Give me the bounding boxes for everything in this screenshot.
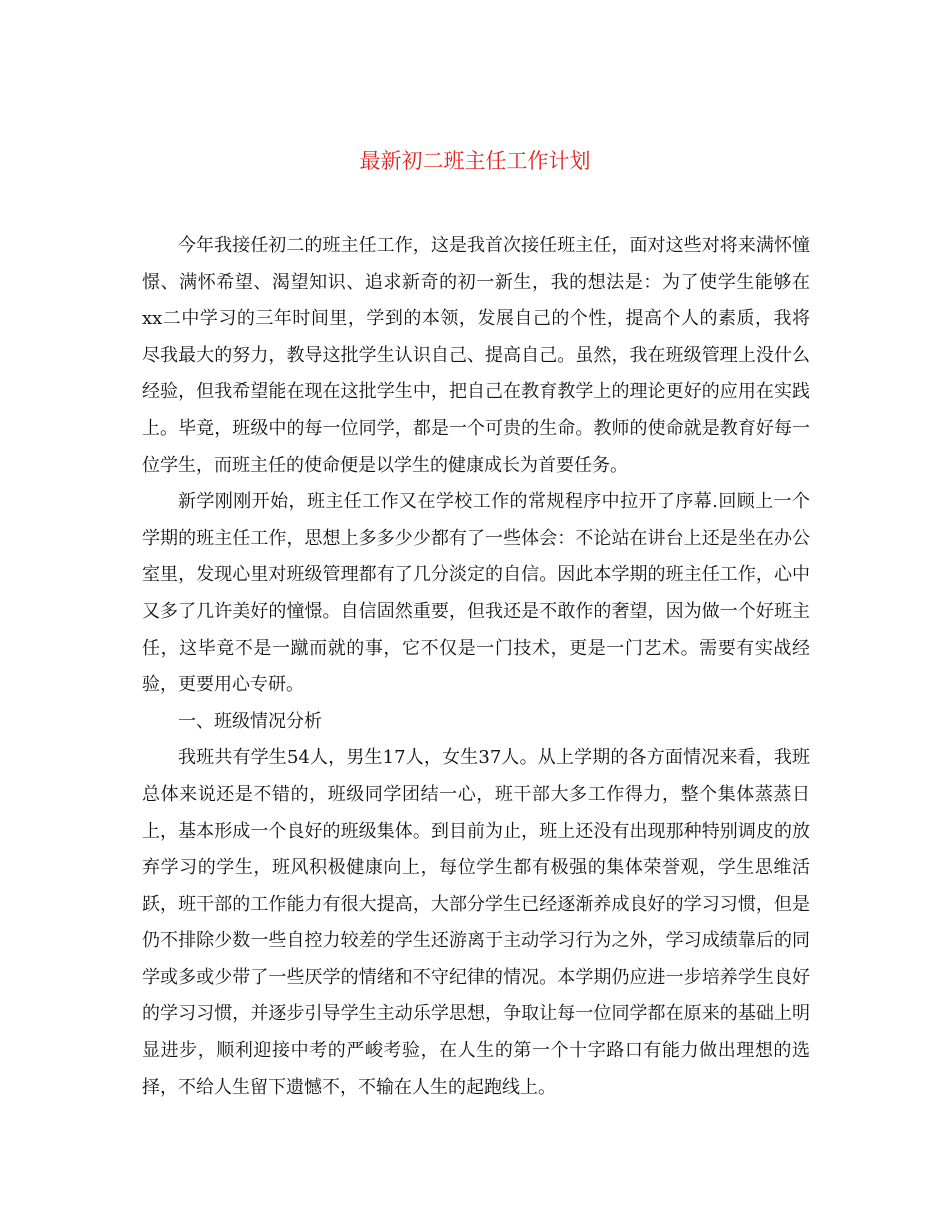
class-analysis-paragraph: 我班共有学生54人，男生17人，女生37人。从上学期的各方面情况来看，我班总体来说还是不错的，班级同学团结一心，班干部大多工作得力，整个集体蒸蒸日上，基本形成一个良好的班级集体。到目前为止，班上还没有出现那种特别调皮的放弃学习的学生，班风积极健康向上，每位学生都有极强的集体荣誉观，学生思维活跃，班干部的工作能力有很大提高，大部分学生已经逐渐养成良好的学习习惯，但是仍不排除少数一些自控力较差的学生还游离于主动学习行为之外，学习成绩靠后的同学或多或少带了一些厌学的情绪和不守纪律的情况。本学期仍应进一步培养学生良好的学习习惯，并逐步引导学生主动乐学思想，争取让每一位同学都在原来的基础上明显进步，顺利迎接中考的严峻考验，在人生的第一个十字路口有能力做出理想的选择，不给人生留下遗憾不，不输在人生的起跑线上。 bbox=[142, 747, 810, 1098]
document-body bbox=[142, 228, 810, 1106]
document-title: 最新初二班主任工作计划 bbox=[359, 149, 591, 173]
section-heading: 一、班级情况分析 bbox=[178, 710, 322, 732]
reflection-paragraph: 新学刚刚开始，班主任工作又在学校工作的常规程序中拉开了序幕.回顾上一个学期的班主任工作，思想上多多少少都有了一些体会：不论站在讲台上还是坐在办公室里，发现心里对班级管理都有了几分淡定的自信。因此本学期的班主任工作，心中又多了几许美好的憧憬。自信固然重要，但我还是不敢作的奢望，因为做一个好班主任，这毕竟不是一蹴而就的事，它不仅是一门技术，更是一门艺术。需要有实战经验，更要用心专研。 bbox=[142, 491, 810, 696]
intro-paragraph: 今年我接任初二的班主任工作，这是我首次接任班主任，面对这些对将来满怀憧憬、满怀希望、渴望知识、追求新奇的初一新生，我的想法是：为了使学生能够在xx二中学习的三年时间里，学到的本领，发展自己的个性，提高个人的素质，我将尽我最大的努力，教导这批学生认识自己、提高自己。虽然，我在班级管理上没什么经验，但我希望能在现在这批学生中，把自己在教育教学上的理论更好的应用在实践上。毕竟，班级中的每一位同学，都是一个可贵的生命。教师的使命就是教育好每一位学生，而班主任的使命便是以学生的健康成长为首要任务。 bbox=[142, 235, 810, 476]
